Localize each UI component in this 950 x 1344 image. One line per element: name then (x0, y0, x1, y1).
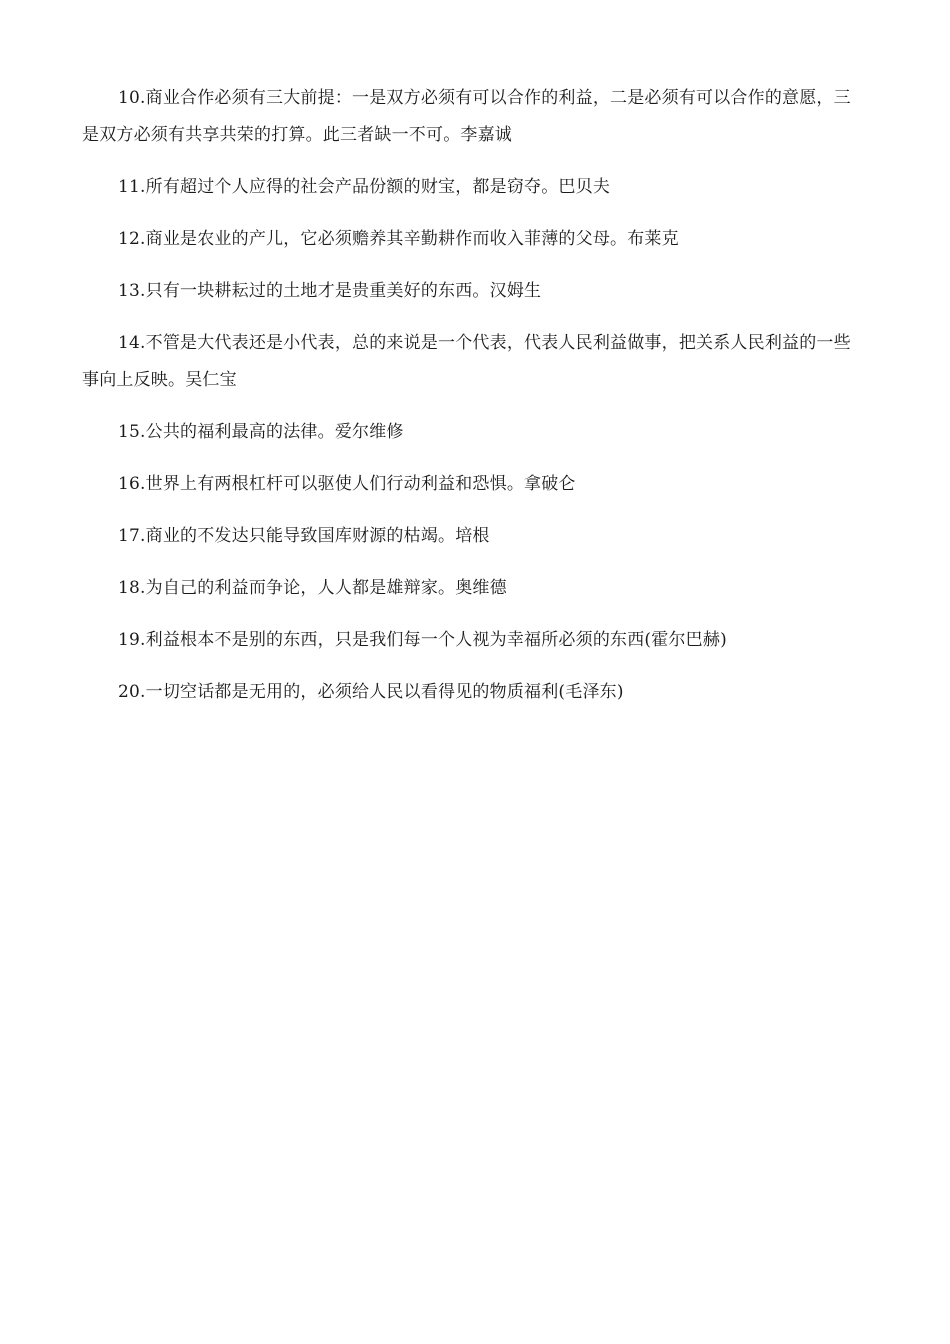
quote-item-15: 15.公共的福利最高的法律。爱尔维修 (118, 422, 404, 442)
quote-item-20: 20.一切空话都是无用的，必须给人民以看得见的物质福利(毛泽东) (118, 682, 624, 702)
quote-item-13: 13.只有一块耕耘过的土地才是贵重美好的东西。汉姆生 (118, 281, 542, 301)
quote-item-19: 19.利益根本不是别的东西，只是我们每一个人视为幸福所必须的东西(霍尔巴赫) (118, 630, 727, 650)
quote-list (82, 80, 868, 726)
quote-item-18: 18.为自己的利益而争论，人人都是雄辩家。奥维德 (118, 578, 507, 598)
quote-item-17: 17.商业的不发达只能导致国库财源的枯竭。培根 (118, 526, 490, 546)
quote-item-11: 11.所有超过个人应得的社会产品份额的财宝，都是窃夺。巴贝夫 (118, 177, 611, 197)
quote-item-12: 12.商业是农业的产儿，它必须赡养其辛勤耕作而收入菲薄的父母。布莱克 (118, 229, 679, 249)
quote-item-10: 10.商业合作必须有三大前提：一是双方必须有可以合作的利益，二是必须有可以合作的意愿，三是双方必须有共享共荣的打算。此三者缺一不可。李嘉诚 (82, 88, 851, 145)
quote-item-14: 14.不管是大代表还是小代表，总的来说是一个代表，代表人民利益做事，把关系人民利益的一些事向上反映。吴仁宝 (82, 333, 851, 390)
quote-item-16: 16.世界上有两根杠杆可以驱使人们行动利益和恐惧。拿破仑 (118, 474, 576, 494)
